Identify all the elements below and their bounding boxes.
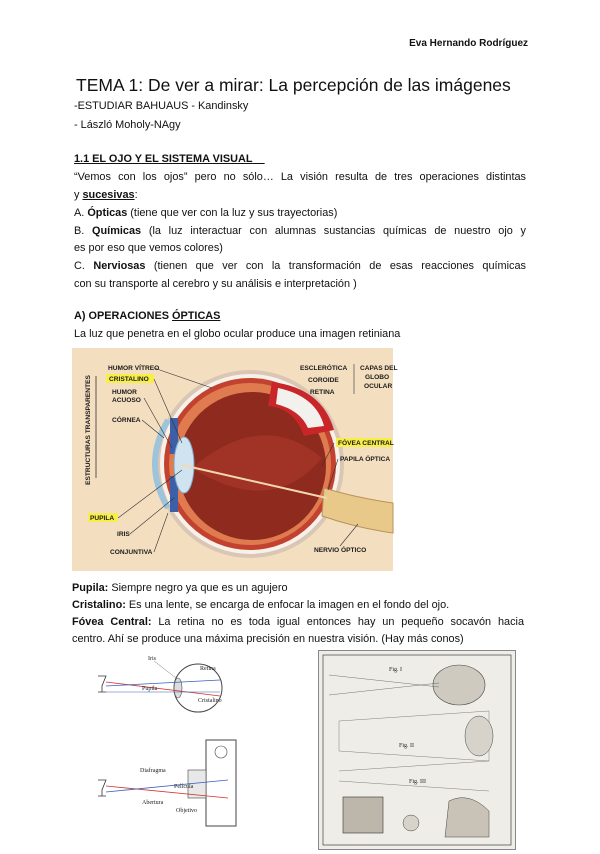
diagram-label-pelicula: Película (174, 784, 194, 790)
label-retina: RETINA (310, 389, 335, 396)
optic-nerve-shape (322, 488, 393, 533)
engraved-eye (433, 665, 485, 705)
reference-line: - László Moholy-NAgy (74, 119, 181, 131)
list-item-quimicas-cont: es por eso que vemos colores) (74, 242, 223, 254)
intro-line: y sucesivas: (74, 189, 138, 201)
side-label: ESTRUCTURAS TRANSPARENTES (85, 375, 92, 485)
diagram-label-retina: Retina (200, 666, 216, 672)
intro-line: “Vemos con los ojos” pero no sólo… La visión resulta de tres operaciones distintas (74, 171, 526, 183)
author-name: Eva Hernando Rodríguez (409, 38, 528, 49)
label-conjuntiva: CONJUNTIVA (110, 549, 153, 556)
diagram-label-cristalino: Cristalino (198, 698, 222, 704)
svg-text:ACUOSO: ACUOSO (112, 397, 141, 404)
engraving-label-fig1: Fig. I (389, 667, 403, 673)
section-a-intro: La luz que penetra en el globo ocular produce una imagen retiniana (74, 328, 401, 340)
label-esclerotica: ESCLERÓTICA (300, 365, 348, 372)
engraving-label-fig3: Fig. III (409, 779, 426, 785)
definition-pupila: Pupila: Siempre negro ya que es un agujero (72, 582, 288, 594)
section-a-heading: A) OPERACIONES ÓPTICAS (74, 310, 221, 322)
label-capas: CAPAS DEL (360, 365, 398, 372)
label-cristalino: CRISTALINO (109, 376, 149, 383)
eye-camera-diagram (88, 652, 243, 832)
list-item-nerviosas: C. Nerviosas (tienen que ver con la transformación de esas reacciones químicas (74, 260, 526, 272)
candle-icon (98, 676, 106, 692)
label-humor-acuoso: HUMOR (112, 389, 137, 396)
label-nervio: NERVIO ÓPTICO (314, 547, 367, 554)
svg-text:GLOBO: GLOBO (365, 374, 390, 381)
section-heading: 1.1 EL OJO Y EL SISTEMA VISUAL (74, 153, 253, 165)
svg-text:OCULAR: OCULAR (364, 383, 393, 390)
engraved-apparatus (343, 797, 383, 833)
label-coroide: COROIDE (308, 377, 339, 384)
list-item-nerviosas-cont: con su transporte al cerebro y su análisis e interpretación ) (74, 278, 357, 290)
diagram-label-diafragma: Diafragma (140, 768, 166, 774)
diagram-label-pupila: Pupila (142, 686, 158, 692)
camera-shape (206, 740, 236, 826)
engraving-label-fig2: Fig. II (399, 743, 414, 749)
historical-engraving (318, 650, 516, 850)
diagram-label-iris: Iris (148, 656, 156, 662)
label-humor-vitreo: HUMOR VÍTREO (108, 365, 160, 372)
diagram-label-objetivo: Objetivo (176, 808, 197, 814)
diagram-label-abertura: Abertura (142, 800, 164, 806)
eye-anatomy-figure (72, 348, 398, 571)
list-item-quimicas: B. Químicas (la luz interactuar con alumnas sustancias químicas de nuestro ojo y (74, 225, 526, 237)
definition-fovea: Fóvea Central: La retina no es toda igual entonces hay un pequeño socavón hacia (72, 616, 524, 628)
page-title: TEMA 1: De ver a mirar: La percepción de las imágenes (76, 75, 511, 95)
label-papila: PAPILA ÓPTICA (340, 456, 391, 463)
list-item-opticas: A. Ópticas (tiene que ver con la luz y sus trayectorias) (74, 207, 338, 219)
label-iris: IRIS (117, 531, 130, 538)
label-pupila: PUPILA (90, 515, 115, 522)
definition-cristalino: Cristalino: Es una lente, se encarga de enfocar la imagen en el fondo del ojo. (72, 599, 450, 611)
reference-line: -ESTUDIAR BAHUAUS - Kandinsky (74, 100, 249, 112)
label-fovea: FÓVEA CENTRAL (338, 440, 394, 447)
definition-fovea-cont: centro. Ahí se produce una máxima precisión en nuestra visión. (Hay más conos) (72, 633, 464, 645)
label-cornea: CÓRNEA (112, 417, 141, 424)
